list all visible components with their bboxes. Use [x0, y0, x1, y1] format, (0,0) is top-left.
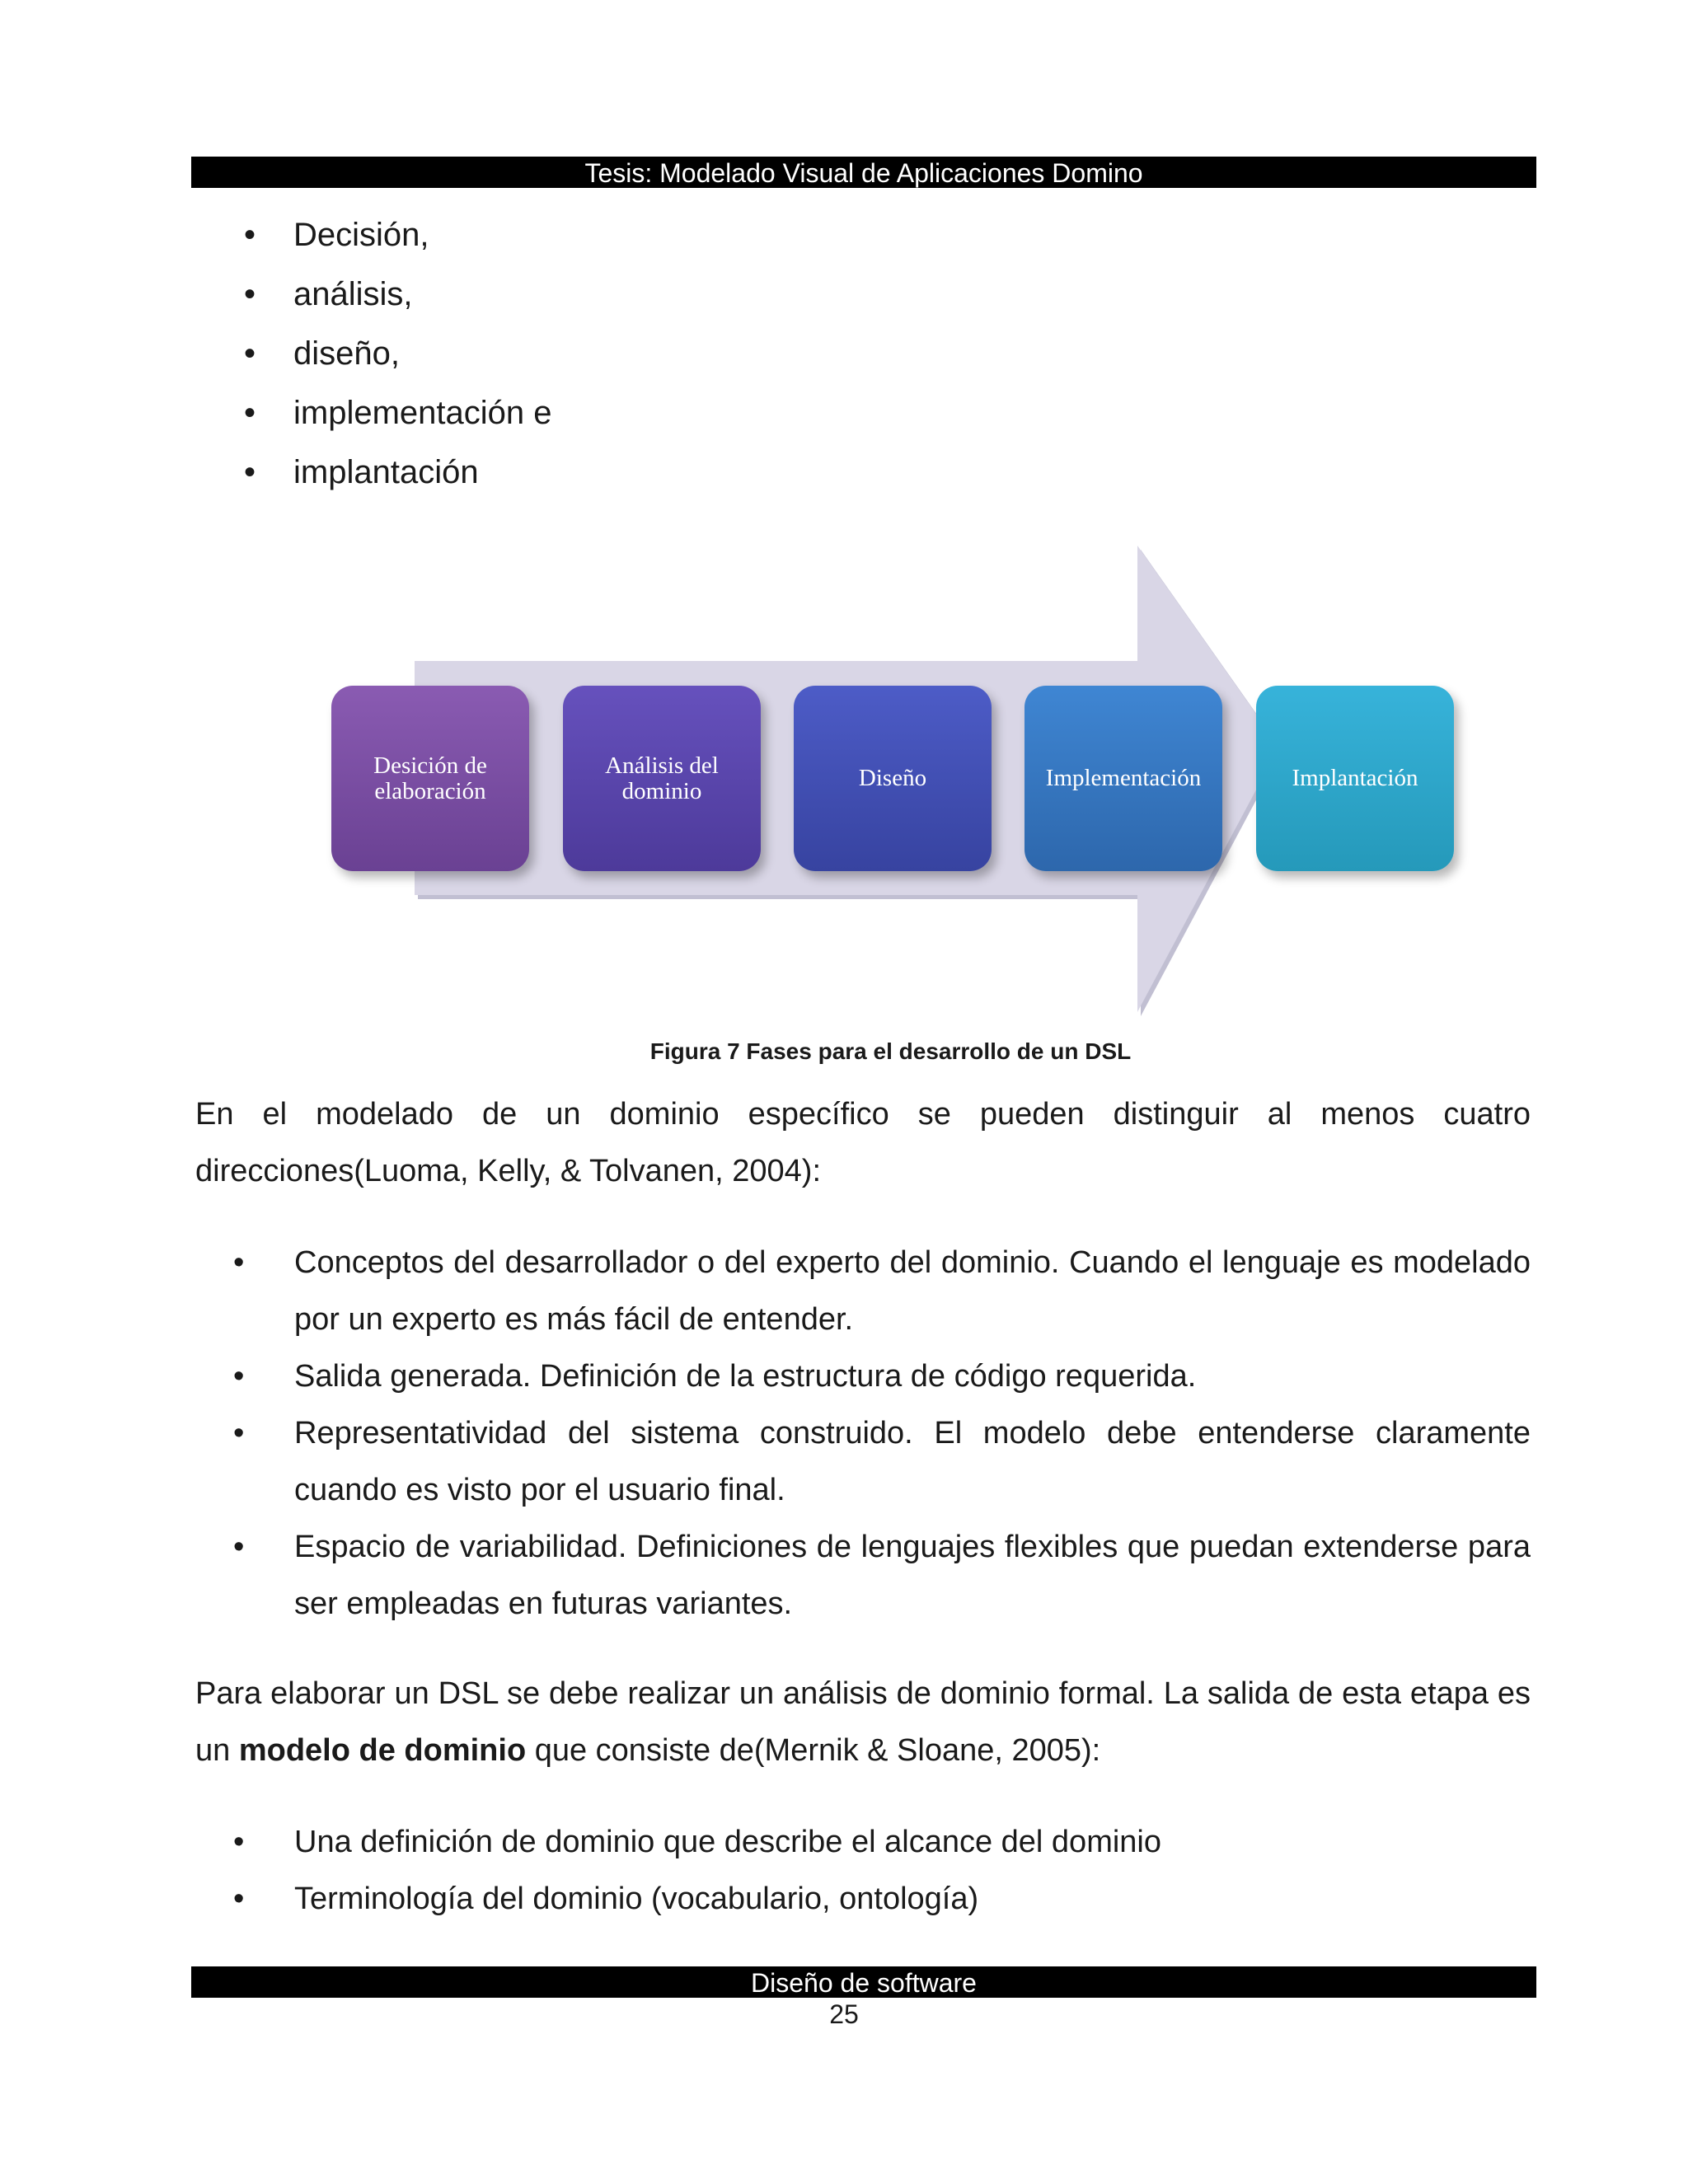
phase-box-analysis: Análisis del dominio	[563, 686, 761, 871]
phase-box-implementation: Implementación	[1025, 686, 1222, 871]
bullet-icon: •	[244, 454, 256, 490]
bold-term: modelo de dominio	[238, 1733, 527, 1768]
bullet-icon: •	[233, 1359, 245, 1394]
list-item: • implementación e	[244, 383, 1068, 443]
body-paragraph: En el modelado de un dominio específico se pueden distinguir al menos cuatro direcciones(Luoma, Kelly, & Tolvanen, 2004):	[195, 1097, 1531, 1188]
list-item: • implantación	[244, 443, 1068, 502]
list-item: • Espacio de variabilidad. Definiciones de lenguajes flexibles que puedan extenderse para ser empleadas en futuras variantes.	[233, 1519, 1531, 1633]
phase-box-deployment: Implantación	[1256, 686, 1454, 871]
bullet-icon: •	[233, 1245, 245, 1280]
bullet-icon: •	[244, 395, 256, 431]
directions-list	[233, 1235, 1531, 1633]
figure-caption: Figura 7 Fases para el desarrollo de un DSL	[649, 1038, 1132, 1064]
list-item: • Terminología del dominio (vocabulario, ontología)	[233, 1871, 1531, 1928]
list-item: • análisis,	[244, 265, 1068, 324]
list-item: • Conceptos del desarrollador o del experto del dominio. Cuando el lenguaje es modelado por un experto es más fácil de entender.	[233, 1235, 1531, 1348]
bullet-icon: •	[233, 1416, 245, 1451]
list-item: • Salida generada. Definición de la estructura de código requerida.	[233, 1348, 1531, 1405]
page-footer: Diseño de software	[191, 1966, 1536, 1998]
phase-list	[244, 205, 1068, 502]
domain-model-list	[233, 1814, 1531, 1928]
bullet-icon: •	[244, 335, 256, 372]
bullet-icon: •	[244, 217, 256, 253]
list-item: • Representatividad del sistema construido. El modelo debe entenderse claramente cuando es visto por el usuario final.	[233, 1405, 1531, 1519]
dsl-phases-diagram	[0, 527, 1688, 1022]
bullet-icon: •	[233, 1825, 245, 1859]
page-number: 25	[829, 1999, 859, 2029]
bullet-icon: •	[233, 1530, 245, 1564]
bullet-icon: •	[233, 1882, 245, 1916]
list-item: • diseño,	[244, 324, 1068, 383]
bullet-icon: •	[244, 276, 256, 312]
body-paragraph: Para elaborar un DSL se debe realizar un análisis de dominio formal. La salida de esta etapa es un modelo de dominio que consiste de(Mernik & Sloane, 2005):	[195, 1676, 1531, 1768]
phase-box-design: Diseño	[794, 686, 992, 871]
list-item: • Una definición de dominio que describe el alcance del dominio	[233, 1814, 1531, 1871]
phase-box-decision: Desición de elaboración	[331, 686, 529, 871]
page-header: Tesis: Modelado Visual de Aplicaciones Domino	[191, 157, 1536, 188]
list-item: • Decisión,	[244, 205, 1068, 265]
